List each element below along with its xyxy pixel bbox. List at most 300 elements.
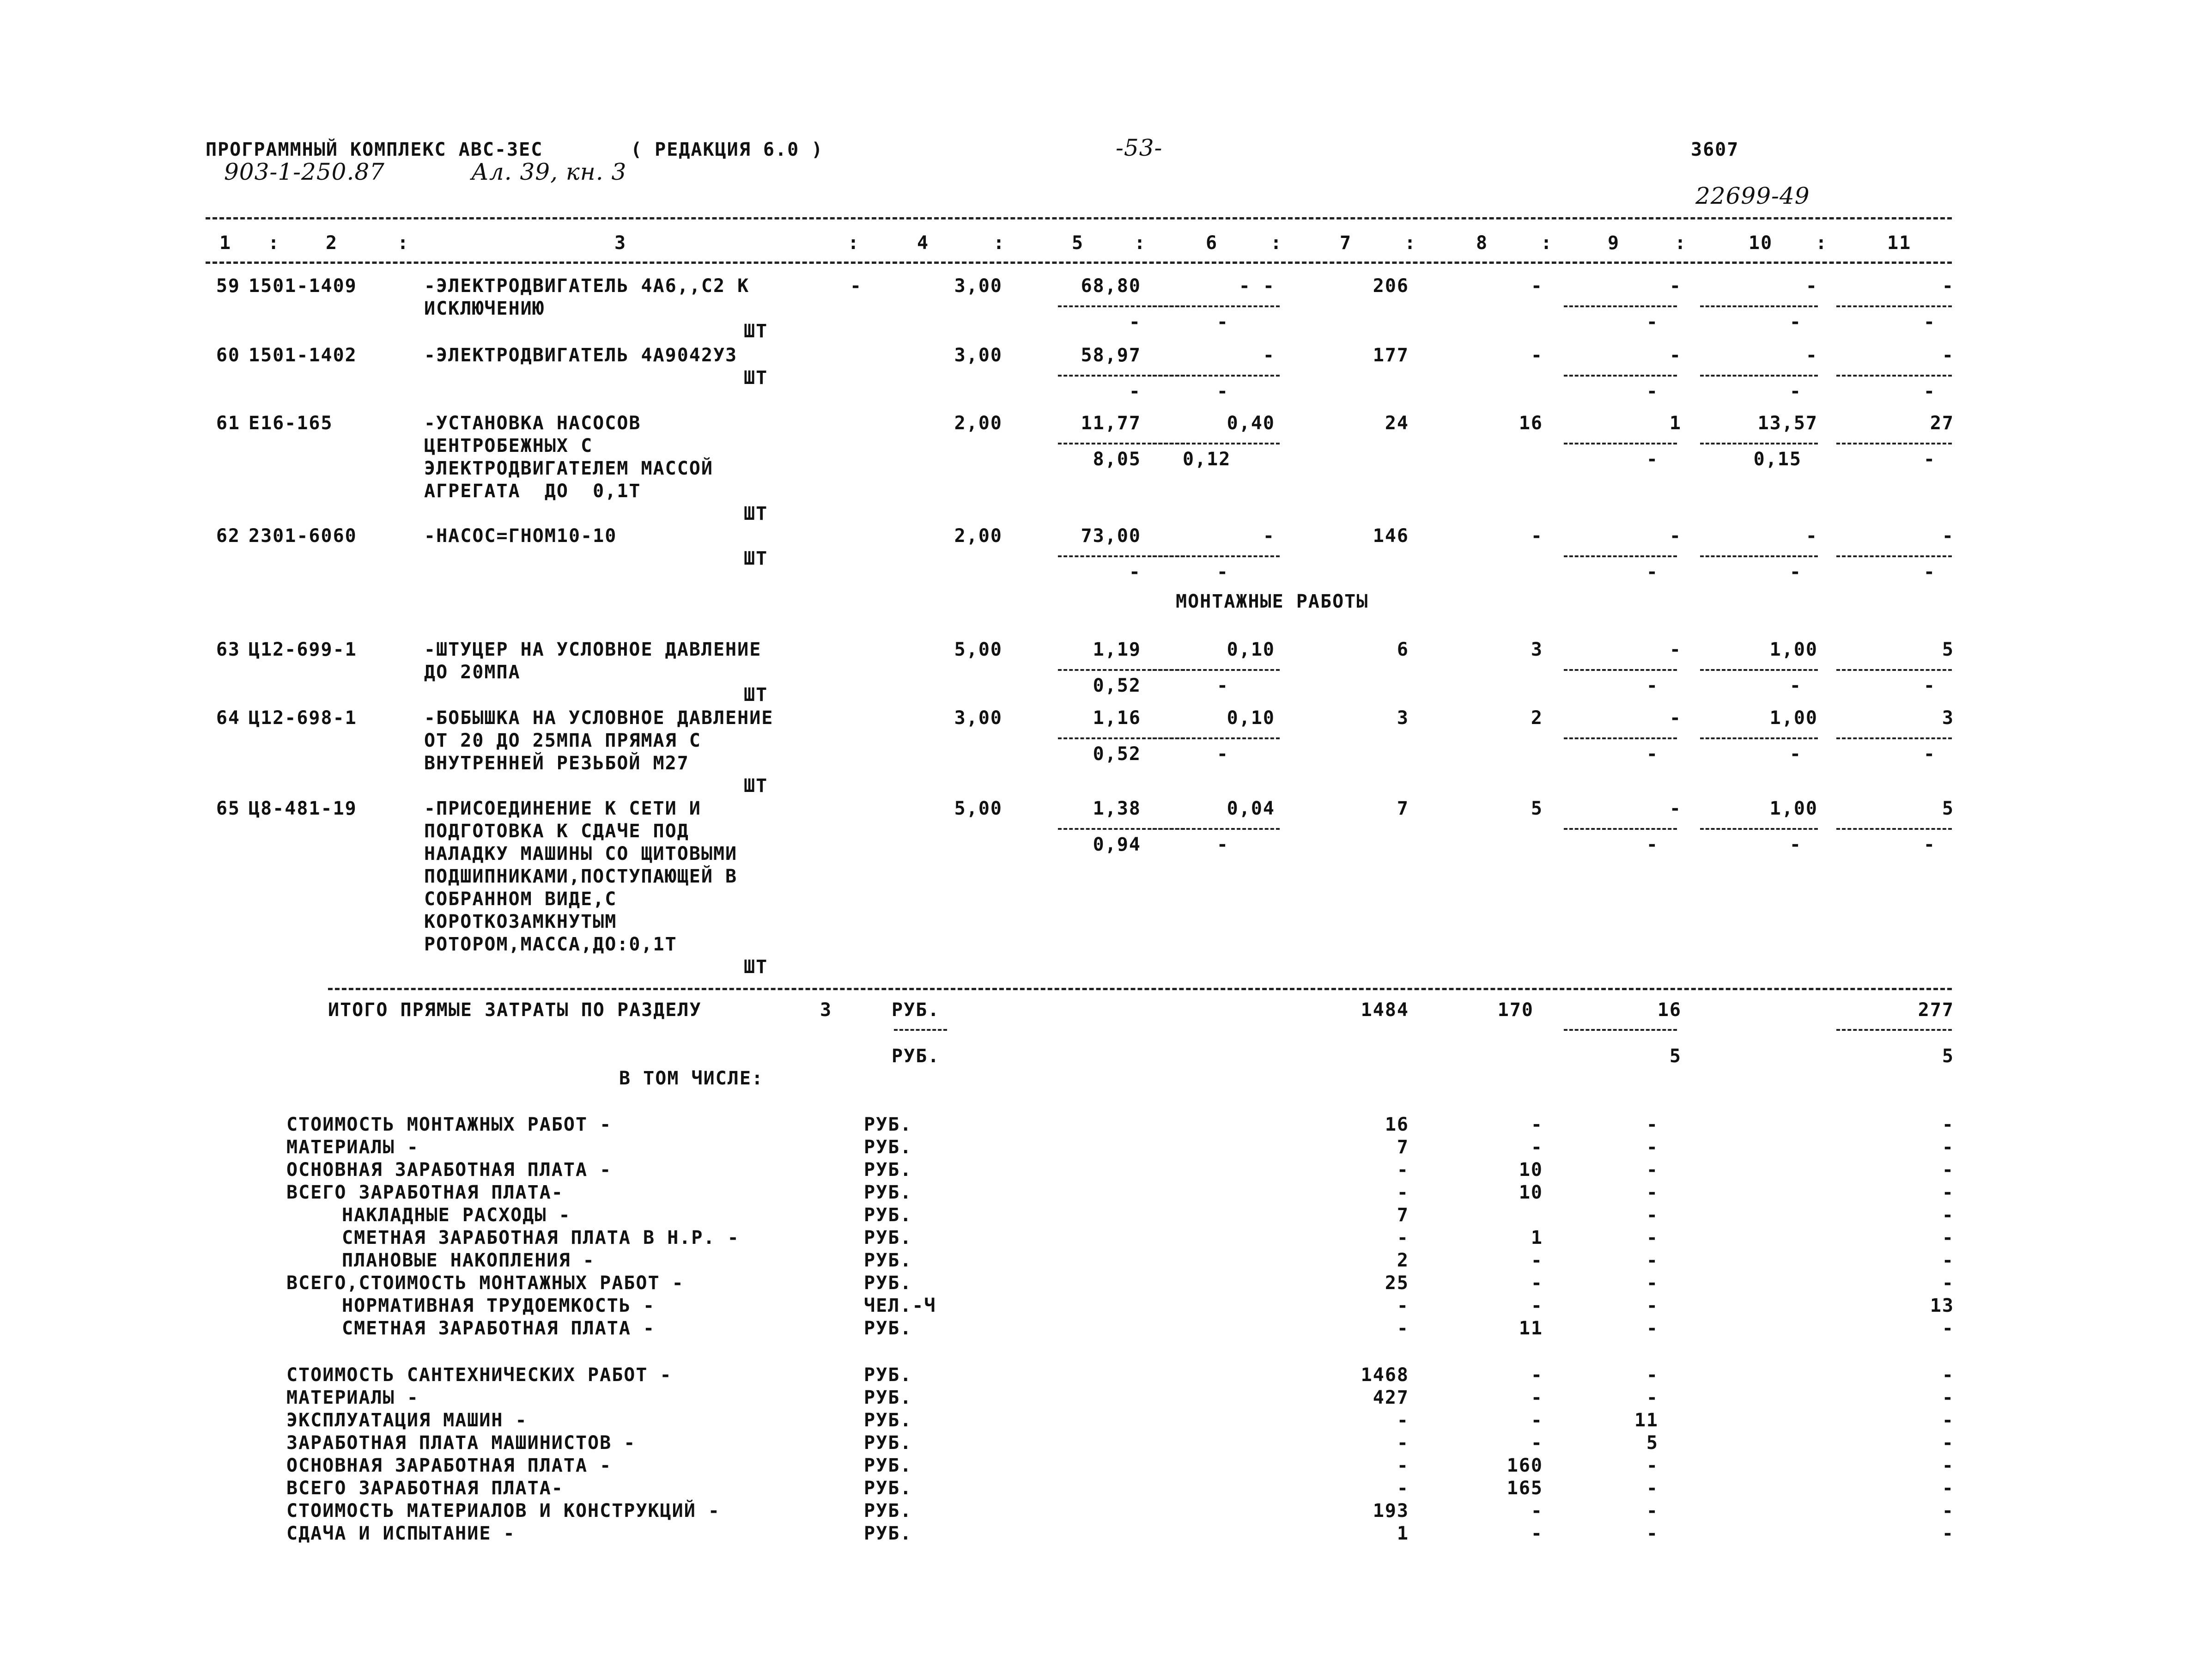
breakdown-label: НОРМАТИВНАЯ ТРУДОЕМКОСТЬ - (342, 1295, 656, 1316)
breakdown-c7: - (1397, 1295, 1409, 1316)
row-code: Е16-165 (249, 413, 333, 434)
breakdown-c8: - (1531, 1432, 1543, 1454)
column-number: 10 (1749, 232, 1773, 254)
breakdown-c8: - (1531, 1523, 1543, 1544)
sub-rule (1153, 828, 1280, 830)
breakdown-unit: РУБ. (864, 1205, 912, 1226)
row-description: -ПРИСОЕДИНЕНИЕ К СЕТИ И (424, 798, 701, 819)
row-c10-second: - (1789, 675, 1802, 696)
column-number: 3 (614, 232, 627, 254)
row-c9: - (1669, 707, 1682, 729)
row-description: -БОБЫШКА НА УСЛОВНОЕ ДАВЛЕНИЕ (424, 707, 774, 729)
sheet-ref-handwritten: Ал. 39, кн. 3 (471, 158, 627, 185)
row-description: ПОДГОТОВКА К СДАЧЕ ПОД (424, 821, 689, 842)
row-c6-second: - (1216, 311, 1229, 333)
row-quantity: 2,00 (954, 525, 1002, 547)
breakdown-unit: РУБ. (864, 1478, 912, 1499)
breakdown-label: ВСЕГО ЗАРАБОТНАЯ ПЛАТА- (286, 1478, 564, 1499)
sub-rule (1836, 305, 1952, 307)
total-unit: РУБ. (892, 999, 940, 1021)
breakdown-unit: РУБ. (864, 1432, 912, 1454)
column-number: 5 (1072, 232, 1084, 254)
row-c5: 68,80 (1081, 275, 1141, 297)
row-c10: 13,57 (1757, 413, 1818, 434)
project-code-handwritten: 903-1-250.87 (224, 158, 385, 185)
row-code: Ц12-698-1 (249, 707, 357, 729)
breakdown-c7: 7 (1397, 1205, 1409, 1226)
sub-rule (1564, 375, 1677, 377)
breakdown-unit: РУБ. (864, 1137, 912, 1158)
column-separator: : (1816, 232, 1828, 254)
breakdown-c11: - (1942, 1523, 1954, 1544)
breakdown-c9: - (1646, 1500, 1658, 1522)
row-c8: 16 (1519, 413, 1543, 434)
breakdown-c7: 193 (1373, 1500, 1409, 1522)
program-title: ПРОГРАММНЫЙ КОМПЛЕКС АВС-3ЕС (206, 139, 543, 160)
row-unit: ШТ (744, 367, 768, 389)
breakdown-unit: РУБ. (864, 1523, 912, 1544)
breakdown-c7: - (1397, 1455, 1409, 1476)
row-description: -УСТАНОВКА НАСОСОВ (424, 413, 641, 434)
row-unit: ШТ (744, 503, 768, 524)
row-c3: - (850, 275, 863, 297)
sub-rule (1564, 669, 1677, 671)
breakdown-c11: - (1942, 1137, 1954, 1158)
row-unit: ШТ (744, 956, 768, 978)
column-separator: : (1270, 232, 1283, 254)
row-description: СОБРАННОМ ВИДЕ,С (424, 889, 617, 910)
row-c8: 2 (1531, 707, 1543, 729)
breakdown-c7: 1468 (1361, 1364, 1409, 1386)
sub-rule (1700, 737, 1818, 739)
column-separator: : (993, 232, 1006, 254)
row-c8: - (1531, 345, 1543, 366)
total-c7: 1484 (1361, 999, 1409, 1021)
row-c5-second: - (1129, 381, 1141, 402)
breakdown-c9: - (1646, 1364, 1658, 1386)
row-c6-second: - (1216, 561, 1229, 583)
row-number: 64 (216, 707, 240, 729)
breakdown-c11: - (1942, 1478, 1954, 1499)
row-c7: 206 (1373, 275, 1409, 297)
row-c9: - (1669, 275, 1682, 297)
breakdown-c8: 10 (1519, 1159, 1543, 1181)
breakdown-c7: 16 (1385, 1114, 1409, 1135)
breakdown-c9: - (1646, 1159, 1658, 1181)
sub-rule (1700, 375, 1818, 377)
breakdown-c7: - (1397, 1182, 1409, 1203)
column-number: 2 (326, 232, 338, 254)
row-c9: - (1669, 525, 1682, 547)
row-c9: - (1669, 798, 1682, 819)
row-c11: - (1942, 275, 1954, 297)
column-number: 6 (1206, 232, 1218, 254)
row-c10: - (1805, 345, 1818, 366)
breakdown-c11: - (1942, 1364, 1954, 1386)
sub-rule (1700, 828, 1818, 830)
breakdown-unit: РУБ. (864, 1410, 912, 1431)
row-unit: ШТ (744, 548, 768, 569)
row-number: 59 (216, 275, 240, 297)
row-c7: 24 (1385, 413, 1409, 434)
breakdown-label: СМЕТНАЯ ЗАРАБОТНАЯ ПЛАТА - (342, 1318, 656, 1339)
breakdown-label: ОСНОВНАЯ ЗАРАБОТНАЯ ПЛАТА - (286, 1455, 612, 1476)
row-description: ВНУТРЕННЕЙ РЕЗЬБОЙ М27 (424, 753, 689, 774)
breakdown-c9: - (1646, 1455, 1658, 1476)
unit-underline (894, 1029, 947, 1031)
row-number: 60 (216, 345, 240, 366)
row-c11-second: - (1923, 449, 1936, 470)
row-c5-second: 0,52 (1093, 675, 1141, 696)
sub-rule (1836, 828, 1952, 830)
row-unit: ШТ (744, 684, 768, 706)
breakdown-label: СМЕТНАЯ ЗАРАБОТНАЯ ПЛАТА В Н.Р. - (342, 1227, 740, 1248)
row-c5-second: - (1129, 311, 1141, 333)
row-description: ЭЛЕКТРОДВИГАТЕЛЕМ МАССОЙ (424, 458, 713, 479)
row-c8: - (1531, 275, 1543, 297)
row-c6: 0,10 (1227, 639, 1275, 660)
sub-rule (1153, 555, 1280, 557)
row-c9: - (1669, 639, 1682, 660)
row-c8: 5 (1531, 798, 1543, 819)
row-c7: 146 (1373, 525, 1409, 547)
row-number: 62 (216, 525, 240, 547)
row-c11-second: - (1923, 311, 1936, 333)
breakdown-unit: ЧЕЛ.-Ч (864, 1295, 936, 1316)
breakdown-label: ЗАРАБОТНАЯ ПЛАТА МАШИНИСТОВ - (286, 1432, 636, 1454)
row-description: -ЭЛЕКТРОДВИГАТЕЛЬ 4А9042У3 (424, 345, 738, 366)
sub-rule (1564, 305, 1677, 307)
row-c6-second: - (1216, 834, 1229, 855)
sub-rule (1836, 555, 1952, 557)
breakdown-c11: - (1942, 1182, 1954, 1203)
breakdown-c8: - (1531, 1364, 1543, 1386)
row-c7: 3 (1397, 707, 1409, 729)
breakdown-c7: 427 (1373, 1387, 1409, 1408)
c9-underline (1564, 1029, 1677, 1031)
row-description: ПОДШИПНИКАМИ,ПОСТУПАЮЩЕЙ В (424, 866, 738, 887)
breakdown-c9: - (1646, 1523, 1658, 1544)
breakdown-c11: - (1942, 1272, 1954, 1294)
row-c10: 1,00 (1769, 798, 1818, 819)
sub-rule (1153, 375, 1280, 377)
column-number: 11 (1887, 232, 1912, 254)
breakdown-c8: 165 (1506, 1478, 1543, 1499)
breakdown-label: СДАЧА И ИСПЫТАНИЕ - (286, 1523, 516, 1544)
row-c10-second: - (1789, 743, 1802, 765)
breakdown-c9: 11 (1634, 1410, 1658, 1431)
breakdown-c7: 2 (1397, 1250, 1409, 1271)
row-c9-second: - (1646, 561, 1658, 583)
row-c11: 5 (1942, 798, 1954, 819)
row-c9-second: - (1646, 675, 1658, 696)
sub-rule (1700, 443, 1818, 444)
breakdown-c11: 13 (1930, 1295, 1954, 1316)
column-number: 9 (1608, 232, 1620, 254)
row-c5: 1,38 (1093, 798, 1141, 819)
row-c8: - (1531, 525, 1543, 547)
breakdown-c11: - (1942, 1387, 1954, 1408)
sub-rule (1700, 305, 1818, 307)
row-c10: 1,00 (1769, 707, 1818, 729)
breakdown-c8: - (1531, 1295, 1543, 1316)
edition-label: ( РЕДАКЦИЯ 6.0 ) (631, 139, 824, 160)
c11-underline (1836, 1029, 1952, 1031)
row-c5-second: 0,94 (1093, 834, 1141, 855)
column-separator: : (1404, 232, 1417, 254)
row-unit: ШТ (744, 775, 768, 797)
breakdown-c7: - (1397, 1432, 1409, 1454)
sub-rule (1153, 737, 1280, 739)
sub-rule (1564, 443, 1677, 444)
row-c9-second: - (1646, 311, 1658, 333)
breakdown-c7: 1 (1397, 1523, 1409, 1544)
row-c5-second: - (1129, 561, 1141, 583)
breakdown-unit: РУБ. (864, 1364, 912, 1386)
breakdown-c11: - (1942, 1318, 1954, 1339)
row-c11: 27 (1930, 413, 1954, 434)
archive-code-handwritten: 22699-49 (1695, 183, 1810, 209)
breakdown-c9: - (1646, 1114, 1658, 1135)
breakdown-unit: РУБ. (864, 1500, 912, 1522)
row-description: -ЭЛЕКТРОДВИГАТЕЛЬ 4А6,,С2 К (424, 275, 750, 297)
row-c6: 0,04 (1227, 798, 1275, 819)
breakdown-label: ВСЕГО,СТОИМОСТЬ МОНТАЖНЫХ РАБОТ - (286, 1272, 684, 1294)
row-c11-second: - (1923, 675, 1936, 696)
row-c6-second: - (1216, 743, 1229, 765)
breakdown-label: ЭКСПЛУАТАЦИЯ МАШИН - (286, 1410, 528, 1431)
breakdown-c11: - (1942, 1159, 1954, 1181)
row-c6: - (1263, 345, 1275, 366)
row-c10-second: - (1789, 561, 1802, 583)
breakdown-c9: - (1646, 1272, 1658, 1294)
row-description: ОТ 20 ДО 25МПА ПРЯМАЯ С (424, 730, 701, 751)
row-c6: - (1263, 525, 1275, 547)
row-code: Ц12-699-1 (249, 639, 357, 660)
sub-rule (1836, 443, 1952, 444)
breakdown-c8: 10 (1519, 1182, 1543, 1203)
row-c6-second: - (1216, 381, 1229, 402)
breakdown-c7: 7 (1397, 1137, 1409, 1158)
column-separator: : (1541, 232, 1553, 254)
row-c6: 0,40 (1227, 413, 1275, 434)
sub-rule (1700, 669, 1818, 671)
breakdown-c7: - (1397, 1159, 1409, 1181)
total-c8: 170 (1497, 999, 1534, 1021)
column-number: 1 (219, 232, 232, 254)
breakdown-c7: - (1397, 1227, 1409, 1248)
row-c5: 73,00 (1081, 525, 1141, 547)
breakdown-c7: - (1397, 1318, 1409, 1339)
row-quantity: 3,00 (954, 707, 1002, 729)
total-c11: 277 (1918, 999, 1954, 1021)
row-quantity: 5,00 (954, 639, 1002, 660)
header-bottom-rule (206, 262, 1952, 264)
row-code: 2301-6060 (249, 525, 357, 547)
breakdown-c11: - (1942, 1500, 1954, 1522)
breakdown-c11: - (1942, 1114, 1954, 1135)
totals-rule (328, 988, 1952, 990)
row-c5: 1,16 (1093, 707, 1141, 729)
row-c11-second: - (1923, 381, 1936, 402)
row-c7: 177 (1373, 345, 1409, 366)
breakdown-c8: - (1531, 1410, 1543, 1431)
row-description: ИСКЛЮЧЕНИЮ (424, 298, 545, 319)
row-c10-second: - (1789, 311, 1802, 333)
row-code: 1501-1402 (249, 345, 357, 366)
breakdown-c8: 160 (1506, 1455, 1543, 1476)
breakdown-unit: РУБ. (864, 1182, 912, 1203)
breakdown-c8: - (1531, 1250, 1543, 1271)
row-c5: 1,19 (1093, 639, 1141, 660)
total-c9: 16 (1657, 999, 1682, 1021)
breakdown-c9: - (1646, 1478, 1658, 1499)
total-c11b: 5 (1942, 1046, 1954, 1067)
row-c10-second: 0,15 (1753, 449, 1802, 470)
sub-rule (1153, 443, 1280, 444)
row-unit: ШТ (744, 321, 768, 342)
row-c6: - - (1239, 275, 1275, 297)
row-c10-second: - (1789, 834, 1802, 855)
row-c6-second: - (1216, 675, 1229, 696)
row-c5: 11,77 (1081, 413, 1141, 434)
breakdown-label: СТОИМОСТЬ САНТЕХНИЧЕСКИХ РАБОТ - (286, 1364, 672, 1386)
breakdown-c11: - (1942, 1227, 1954, 1248)
breakdown-c8: - (1531, 1114, 1543, 1135)
row-c10: 1,00 (1769, 639, 1818, 660)
sub-rule (1564, 737, 1677, 739)
row-c5-second: 8,05 (1093, 449, 1141, 470)
row-c10: - (1805, 275, 1818, 297)
breakdown-unit: РУБ. (864, 1250, 912, 1271)
row-c9: 1 (1669, 413, 1682, 434)
row-number: 65 (216, 798, 240, 819)
breakdown-label: СТОИМОСТЬ МОНТАЖНЫХ РАБОТ - (286, 1114, 612, 1135)
row-c6-second: 0,12 (1183, 449, 1231, 470)
row-c7: 6 (1397, 639, 1409, 660)
column-separator: : (1134, 232, 1147, 254)
sub-rule (1700, 555, 1818, 557)
breakdown-unit: РУБ. (864, 1318, 912, 1339)
breakdown-c8: 11 (1519, 1318, 1543, 1339)
row-c11-second: - (1923, 834, 1936, 855)
row-quantity: 5,00 (954, 798, 1002, 819)
breakdown-c9: - (1646, 1182, 1658, 1203)
breakdown-label: СТОИМОСТЬ МАТЕРИАЛОВ И КОНСТРУКЦИЙ - (286, 1500, 720, 1522)
sub-rule (1564, 828, 1677, 830)
breakdown-c11: - (1942, 1432, 1954, 1454)
breakdown-c11: - (1942, 1205, 1954, 1226)
section-heading: МОНТАЖНЫЕ РАБОТЫ (1176, 591, 1369, 612)
breakdown-c9: - (1646, 1227, 1658, 1248)
row-c9-second: - (1646, 381, 1658, 402)
breakdown-c9: - (1646, 1205, 1658, 1226)
column-number: 4 (917, 232, 929, 254)
row-c11: 5 (1942, 639, 1954, 660)
row-c8: 3 (1531, 639, 1543, 660)
breakdown-c7: 25 (1385, 1272, 1409, 1294)
row-description: -ШТУЦЕР НА УСЛОВНОЕ ДАВЛЕНИЕ (424, 639, 762, 660)
sub-rule (1564, 555, 1677, 557)
document-number: 3607 (1691, 139, 1739, 160)
page-number: -53- (1116, 134, 1163, 161)
breakdown-c8: 1 (1531, 1227, 1543, 1248)
column-number: 8 (1476, 232, 1488, 254)
breakdown-c7: - (1397, 1410, 1409, 1431)
row-c9-second: - (1646, 449, 1658, 470)
sub-rule (1836, 375, 1952, 377)
column-separator: : (848, 232, 860, 254)
row-code: 1501-1409 (249, 275, 357, 297)
total-unit-2: РУБ. (892, 1046, 940, 1067)
row-description: -НАСОС=ГНОМ10-10 (424, 525, 617, 547)
sub-rule (1153, 669, 1280, 671)
breakdown-c8: - (1531, 1387, 1543, 1408)
row-c11: - (1942, 525, 1954, 547)
breakdown-label: МАТЕРИАЛЫ - (286, 1137, 419, 1158)
breakdown-c9: - (1646, 1387, 1658, 1408)
row-c11-second: - (1923, 561, 1936, 583)
breakdown-unit: РУБ. (864, 1455, 912, 1476)
row-c11: 3 (1942, 707, 1954, 729)
row-c9: - (1669, 345, 1682, 366)
breakdown-c7: - (1397, 1478, 1409, 1499)
breakdown-c11: - (1942, 1250, 1954, 1271)
sub-rule (1836, 669, 1952, 671)
including-heading: В ТОМ ЧИСЛЕ: (619, 1068, 764, 1089)
row-c5: 58,97 (1081, 345, 1141, 366)
breakdown-c8: - (1531, 1137, 1543, 1158)
breakdown-label: ВСЕГО ЗАРАБОТНАЯ ПЛАТА- (286, 1182, 564, 1203)
breakdown-label: МАТЕРИАЛЫ - (286, 1387, 419, 1408)
row-description: КОРОТКОЗАМКНУТЫМ (424, 911, 617, 932)
sub-rule (1153, 305, 1280, 307)
sub-rule (1836, 737, 1952, 739)
row-c7: 7 (1397, 798, 1409, 819)
breakdown-c9: - (1646, 1250, 1658, 1271)
row-c9-second: - (1646, 834, 1658, 855)
breakdown-c8: - (1531, 1500, 1543, 1522)
column-number: 7 (1340, 232, 1352, 254)
breakdown-label: НАКЛАДНЫЕ РАСХОДЫ - (342, 1205, 571, 1226)
row-description: РОТОРОМ,МАССА,ДО:0,1Т (424, 934, 677, 955)
total-label: ИТОГО ПРЯМЫЕ ЗАТРАТЫ ПО РАЗДЕЛУ (328, 999, 702, 1021)
total-section-no: 3 (820, 999, 832, 1021)
row-quantity: 3,00 (954, 275, 1002, 297)
breakdown-unit: РУБ. (864, 1387, 912, 1408)
row-c10-second: - (1789, 381, 1802, 402)
breakdown-c9: 5 (1646, 1432, 1658, 1454)
breakdown-c8: - (1531, 1272, 1543, 1294)
column-separator: : (1675, 232, 1687, 254)
row-c10: - (1805, 525, 1818, 547)
breakdown-unit: РУБ. (864, 1227, 912, 1248)
row-description: ЦЕНТРОБЕЖНЫХ С (424, 435, 593, 457)
row-c11: - (1942, 345, 1954, 366)
row-code: Ц8-481-19 (249, 798, 357, 819)
breakdown-label: ОСНОВНАЯ ЗАРАБОТНАЯ ПЛАТА - (286, 1159, 612, 1181)
row-description: НАЛАДКУ МАШИНЫ СО ЩИТОВЫМИ (424, 843, 738, 864)
row-description: ДО 20МПА (424, 662, 521, 683)
breakdown-c9: - (1646, 1295, 1658, 1316)
breakdown-c9: - (1646, 1137, 1658, 1158)
row-description: АГРЕГАТА ДО 0,1Т (424, 481, 641, 502)
row-number: 61 (216, 413, 240, 434)
column-separator: : (268, 232, 280, 254)
row-quantity: 3,00 (954, 345, 1002, 366)
breakdown-c11: - (1942, 1455, 1954, 1476)
row-quantity: 2,00 (954, 413, 1002, 434)
